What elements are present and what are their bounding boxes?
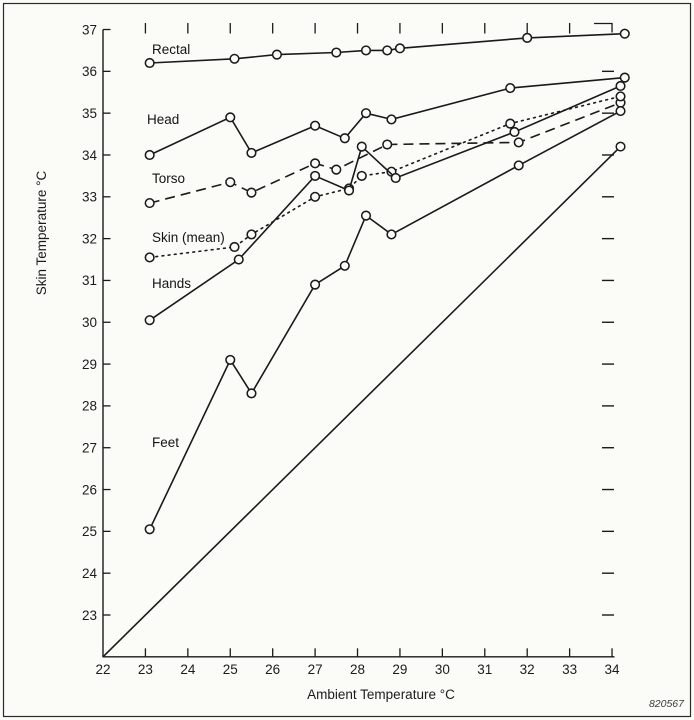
y-tick-label: 35 [81, 105, 97, 121]
series-marker-hands [234, 255, 243, 264]
series-marker-rectal [145, 59, 154, 68]
series-marker-rectal [383, 46, 392, 55]
series-marker-hands [345, 186, 354, 195]
series-marker-head [362, 109, 371, 118]
series-marker-torso [332, 165, 341, 174]
y-tick-label: 33 [81, 189, 97, 205]
series-label-feet: Feet [152, 435, 180, 450]
y-tick-label: 31 [81, 273, 97, 289]
x-tick-label: 33 [562, 662, 578, 677]
series-marker-rectal [523, 34, 532, 43]
series-marker-feet [145, 525, 154, 534]
series-marker-rectal [230, 54, 239, 63]
y-tick-label: 32 [81, 231, 97, 247]
series-marker-head [145, 151, 154, 160]
y-tick-label: 34 [81, 147, 97, 163]
series-marker-torso [514, 138, 523, 147]
series-marker-feet [616, 107, 625, 116]
y-tick-label: 24 [81, 565, 97, 581]
x-tick-label: 25 [222, 662, 238, 677]
series-marker-feet [362, 211, 371, 220]
series-marker-hands [311, 172, 320, 181]
series-marker-rectal [362, 46, 371, 55]
ambient-equals-skin-line-end-marker [616, 142, 625, 151]
y-tick-label: 36 [81, 64, 97, 80]
series-marker-rectal [396, 44, 405, 53]
series-label-torso: Torso [152, 171, 186, 186]
y-tick-label: 28 [81, 398, 97, 414]
series-marker-hands [391, 174, 400, 183]
series-line-feet [150, 111, 621, 529]
ambient-equals-skin-line [103, 147, 621, 657]
x-tick-label: 31 [477, 662, 493, 677]
series-marker-skin-mean [357, 172, 366, 181]
series-marker-skin-mean [506, 119, 515, 128]
series-marker-torso [383, 140, 392, 149]
series-marker-feet [340, 262, 349, 271]
series-marker-rectal [332, 48, 341, 57]
series-marker-head [226, 113, 235, 122]
x-axis-title: Ambient Temperature °C [307, 687, 455, 702]
y-tick-label: 29 [81, 356, 97, 372]
x-tick-label: 34 [604, 662, 620, 677]
series-marker-feet [226, 356, 235, 365]
plot-area [82, 22, 629, 677]
series-marker-rectal [273, 50, 282, 59]
series-marker-skin-mean [247, 230, 256, 239]
figure-border [4, 4, 691, 717]
series-marker-head [340, 134, 349, 143]
series-marker-torso [145, 199, 154, 208]
series-marker-skin-mean [311, 193, 320, 202]
series-marker-feet [514, 161, 523, 170]
y-tick-label: 30 [81, 315, 97, 331]
x-tick-label: 24 [180, 662, 196, 677]
y-tick-label: 37 [81, 22, 97, 38]
series-label-hands: Hands [152, 276, 192, 291]
series-label-skin-mean: Skin (mean) [152, 230, 225, 245]
series-marker-torso [311, 159, 320, 168]
series-label-head: Head [147, 112, 180, 127]
series-label-rectal: Rectal [152, 42, 191, 57]
series-marker-feet [311, 280, 320, 289]
series-marker-torso [247, 188, 256, 197]
series-marker-skin-mean [616, 92, 625, 101]
x-tick-label: 27 [307, 662, 323, 677]
series-marker-skin-mean [145, 253, 154, 262]
series-marker-hands [145, 316, 154, 325]
x-tick-label: 22 [95, 662, 111, 677]
y-tick-label: 25 [81, 524, 97, 540]
y-tick-label: 27 [81, 440, 97, 456]
series-marker-head [620, 73, 629, 82]
x-tick-label: 28 [350, 662, 366, 677]
series-marker-head [506, 84, 515, 93]
x-tick-label: 23 [137, 662, 153, 677]
x-tick-label: 29 [392, 662, 408, 677]
series-marker-torso [226, 178, 235, 187]
figure-number: 820567 [648, 698, 684, 710]
top-right-corner-mark [594, 24, 612, 33]
series-marker-hands [616, 82, 625, 91]
series-marker-feet [247, 389, 256, 398]
x-tick-label: 30 [434, 662, 450, 677]
series-marker-hands [510, 128, 519, 137]
series-marker-head [387, 115, 396, 124]
y-tick-label: 23 [81, 607, 97, 623]
series-marker-head [311, 121, 320, 130]
x-tick-label: 32 [519, 662, 535, 677]
y-axis-title: Skin Temperature °C [34, 170, 49, 296]
series-marker-feet [387, 230, 396, 239]
y-tick-label: 26 [81, 482, 97, 498]
series-marker-head [247, 149, 256, 158]
x-tick-label: 26 [265, 662, 281, 677]
series-marker-skin-mean [230, 243, 239, 252]
series-marker-hands [357, 142, 366, 151]
series-marker-rectal [620, 29, 629, 38]
